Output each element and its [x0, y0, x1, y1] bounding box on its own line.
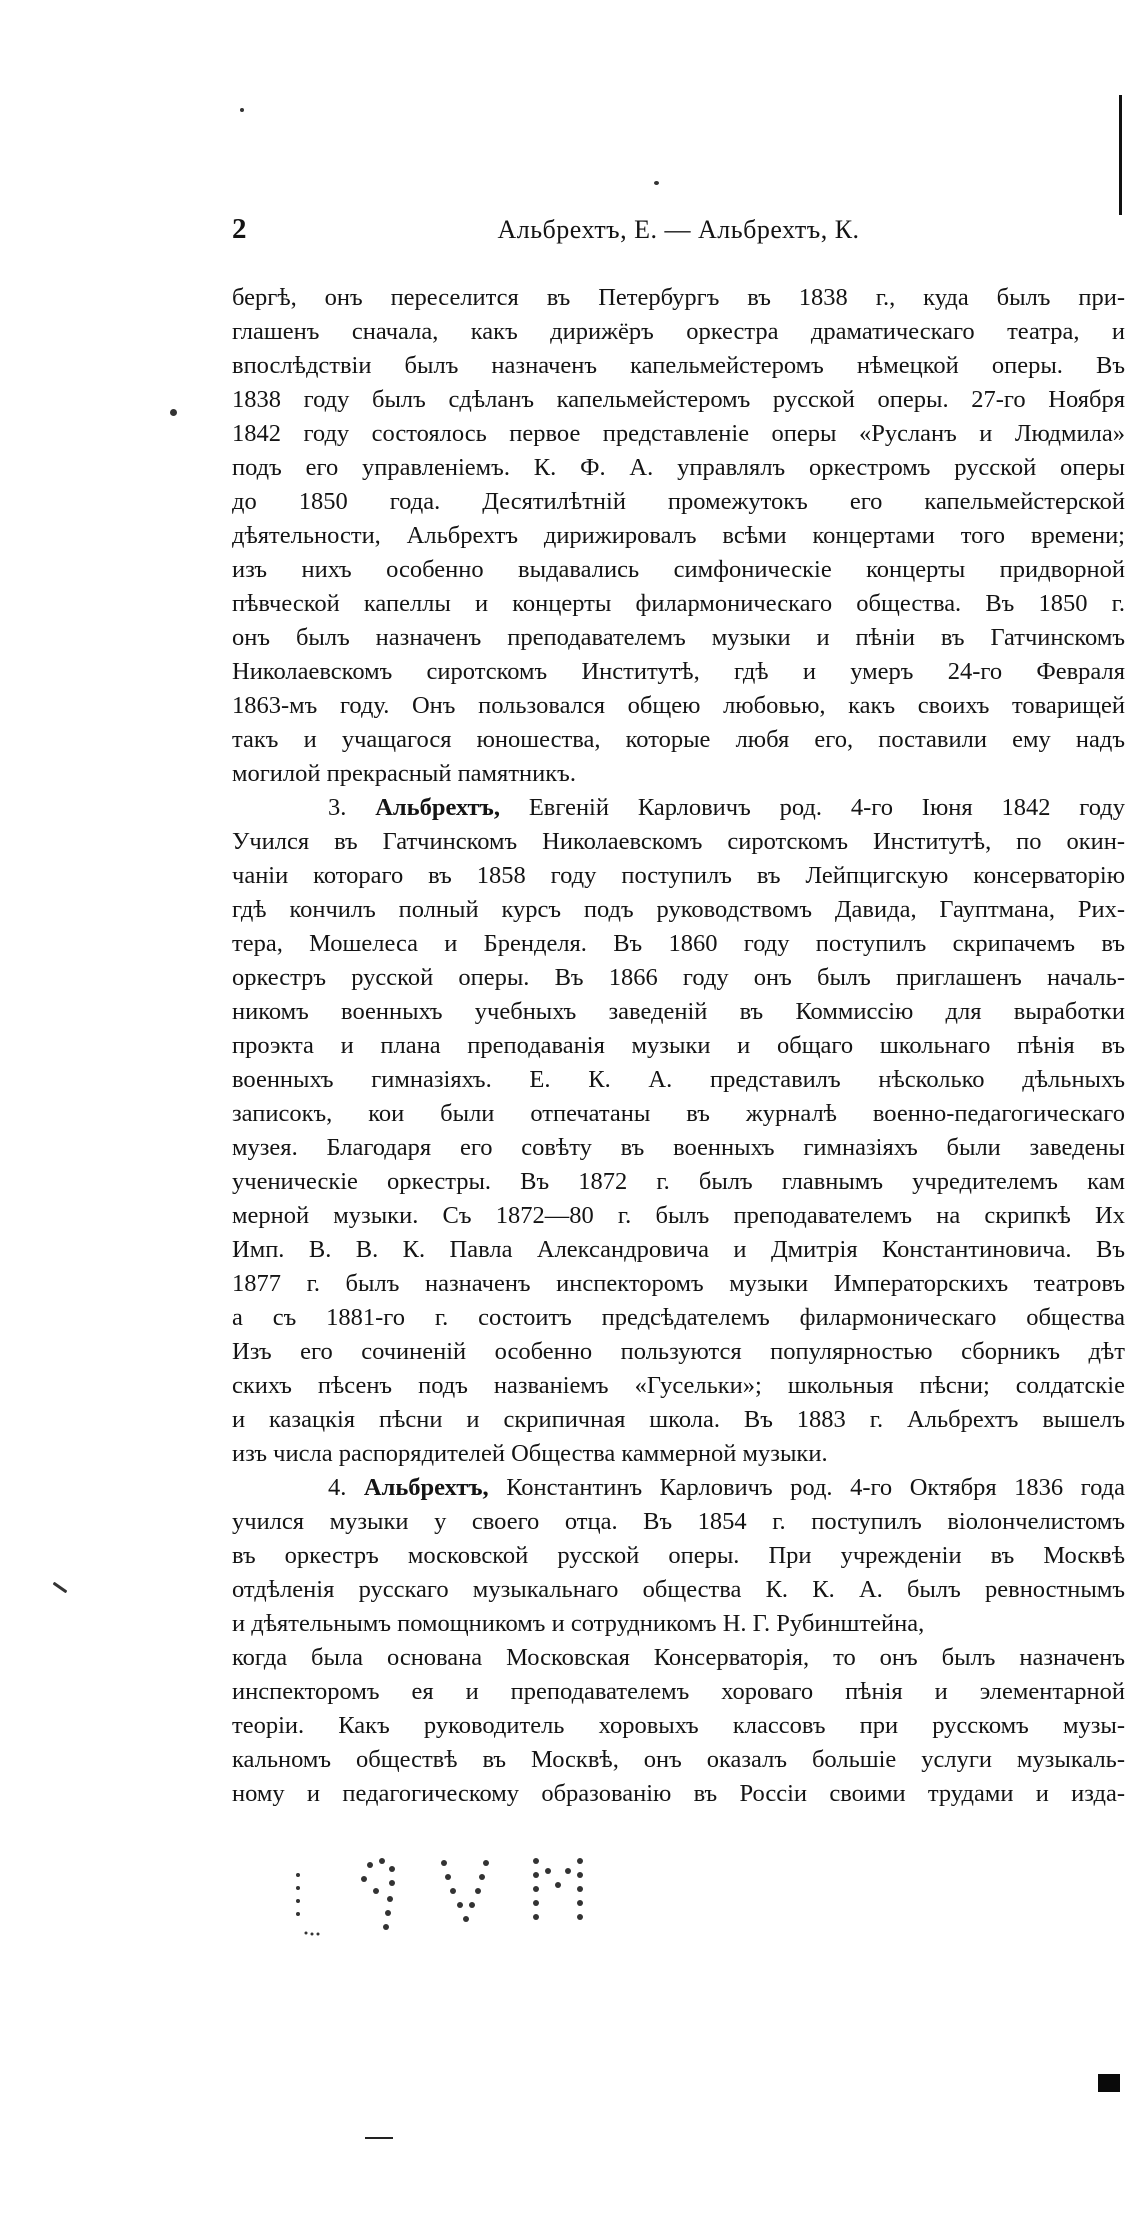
text-line: музея. Благодаря его совѣту въ военныхъ гимназіяхъ были заведены	[232, 1134, 1125, 1161]
text-line: записокъ, кои были отпечатаны въ журналѣ военно-педагогическаго	[232, 1100, 1125, 1127]
text-line: военныхъ гимназіяхъ. Е. К. А. представилъ нѣсколько дѣльныхъ	[232, 1066, 1125, 1093]
text-line: мерной музыки. Съ 1872—80 г. былъ преподавателемъ на скрипкѣ Их	[232, 1202, 1125, 1229]
page-number: 2	[232, 213, 247, 245]
entry-number: 3.	[328, 794, 347, 821]
text-line: пѣвческой капеллы и концерты филармоническаго общества. Въ 1850 г.	[232, 590, 1125, 617]
text-line: ученическіе оркестры. Въ 1872 г. былъ главнымъ учредителемъ кам	[232, 1168, 1125, 1195]
text-line: учился музыки у своего отца. Въ 1854 г. поступилъ віолончелистомъ	[232, 1508, 1125, 1535]
text-line: изъ нихъ особенно выдавались симфоническіе концерты придворной	[232, 556, 1125, 583]
text-line: проэкта и плана преподаванія музыки и общаго школьнаго пѣнія въ	[232, 1032, 1125, 1059]
text-line: когда была основана Московская Консерваторія, то онъ былъ назначенъ	[232, 1644, 1125, 1671]
entry-name: Альбрехтъ,	[375, 794, 500, 821]
text-line: скихъ пѣсенъ подъ названіемъ «Гусельки»; школьныя пѣсни; солдатскіе	[232, 1372, 1125, 1399]
text-line: 1842 году состоялось первое представленіе оперы «Русланъ и Людмила»	[232, 420, 1125, 447]
text-line: а съ 1881-го г. состоитъ предсѣдателемъ филармоническаго общества	[232, 1304, 1125, 1331]
perforation-marks	[296, 1858, 583, 1936]
text-line: и казацкія пѣсни и скрипичная школа. Въ 1883 г. Альбрехтъ вышелъ	[232, 1406, 1125, 1433]
text-line: бергѣ, онъ переселится въ Петербургъ въ 1838 г., куда былъ при-	[232, 284, 1125, 311]
footer-dash	[365, 2137, 393, 2139]
text-line: такъ и учащагося юношества, которые любя его, поставили ему надъ	[232, 726, 1125, 753]
text-line: Имп. В. В. К. Павла Александровича и Дмитрія Константиновича. Въ	[232, 1236, 1125, 1263]
entry-4-heading	[232, 1471, 1125, 1505]
page-edge-rule	[1119, 95, 1122, 215]
text-line: дѣятельности, Альбрехтъ дирижировалъ всѣми концертами того времени;	[232, 522, 1125, 549]
text-line: подъ его управленіемъ. К. Ф. А. управлялъ оркестромъ русской оперы	[232, 454, 1125, 481]
entry-name: Альбрехтъ,	[363, 1474, 489, 1501]
text-line: въ оркестръ московской русской оперы. При учрежденіи въ Москвѣ	[232, 1542, 1125, 1569]
text-line: изъ числа распорядителей Общества каммерной музыки.	[232, 1440, 828, 1467]
speck	[170, 409, 177, 416]
text-line: теоріи. Какъ руководитель хоровыхъ классовъ при русскомъ музы-	[232, 1712, 1125, 1739]
text-line: до 1850 года. Десятилѣтній промежутокъ его капельмейстерской	[232, 488, 1125, 515]
text-line: гдѣ кончилъ полный курсъ подъ руководствомъ Давида, Гауптмана, Рих-	[232, 896, 1125, 923]
text-line: чаніи котораго въ 1858 году поступилъ въ Лейпцигскую консерваторію	[232, 862, 1125, 889]
running-title: Альбрехтъ, Е. — Альбрехтъ, К.	[497, 215, 860, 244]
speck	[654, 181, 659, 185]
scan-mark	[1098, 2074, 1120, 2092]
text-line: впослѣдствіи былъ назначенъ капельмейстеромъ нѣмецкой оперы. Въ	[232, 352, 1125, 379]
text-line: 1877 г. былъ назначенъ инспекторомъ музыки Императорскихъ театровъ	[232, 1270, 1125, 1297]
text-line: ному и педагогическому образованію въ Россіи своими трудами и изда-	[232, 1780, 1125, 1807]
text-line: глашенъ сначала, какъ дирижёръ оркестра драматическаго театра, и	[232, 318, 1125, 345]
text-line: Учился въ Гатчинскомъ Николаевскомъ сиротскомъ Институтѣ, по окин-	[232, 828, 1125, 855]
entry-first-line: Константинъ Карловичъ род. 4-го Октября 1836 года	[506, 1474, 1125, 1501]
speck	[240, 108, 244, 112]
speck	[53, 1582, 68, 1594]
text-line: оркестръ русской оперы. Въ 1866 году онъ былъ приглашенъ началь-	[232, 964, 1125, 991]
text-line: инспекторомъ ея и преподавателемъ хороваго пѣнія и элементарной	[232, 1678, 1125, 1705]
text-line: кальномъ обществѣ въ Москвѣ, онъ оказалъ большіе услуги музыкаль-	[232, 1746, 1125, 1773]
text-line: Николаевскомъ сиротскомъ Институтѣ, гдѣ и умеръ 24-го Февраля	[232, 658, 1125, 685]
text-line: и дѣятельнымъ помощникомъ и сотрудникомъ Н. Г. Рубинштейна,	[232, 1610, 925, 1637]
text-line: Изъ его сочиненій особенно пользуются популярностью сборникъ дѣт	[232, 1338, 1125, 1365]
text-line: отдѣленія русскаго музыкальнаго общества К. К. А. былъ ревностнымъ	[232, 1576, 1125, 1603]
text-line: 1838 году былъ сдѣланъ капельмейстеромъ русской оперы. 27-го Ноября	[232, 386, 1125, 413]
text-line: онъ былъ назначенъ преподавателемъ музыки и пѣніи въ Гатчинскомъ	[232, 624, 1125, 651]
perforation-stamp	[290, 1803, 620, 1953]
entry-first-line: Евгеній Карловичъ род. 4-го Іюня 1842 году	[528, 794, 1125, 821]
text-line: тера, Мошелеса и Бренделя. Въ 1860 году поступилъ скрипачемъ въ	[232, 930, 1125, 957]
page-header	[232, 213, 1125, 253]
entry-3-heading	[232, 791, 1125, 825]
text-line: могилой прекрасный памятникъ.	[232, 760, 576, 787]
text-line: 1863-мъ году. Онъ пользовался общею любовью, какъ своихъ товарищей	[232, 692, 1125, 719]
text-line: никомъ военныхъ учебныхъ заведеній въ Коммиссію для выработки	[232, 998, 1125, 1025]
entry-number: 4.	[328, 1474, 347, 1501]
